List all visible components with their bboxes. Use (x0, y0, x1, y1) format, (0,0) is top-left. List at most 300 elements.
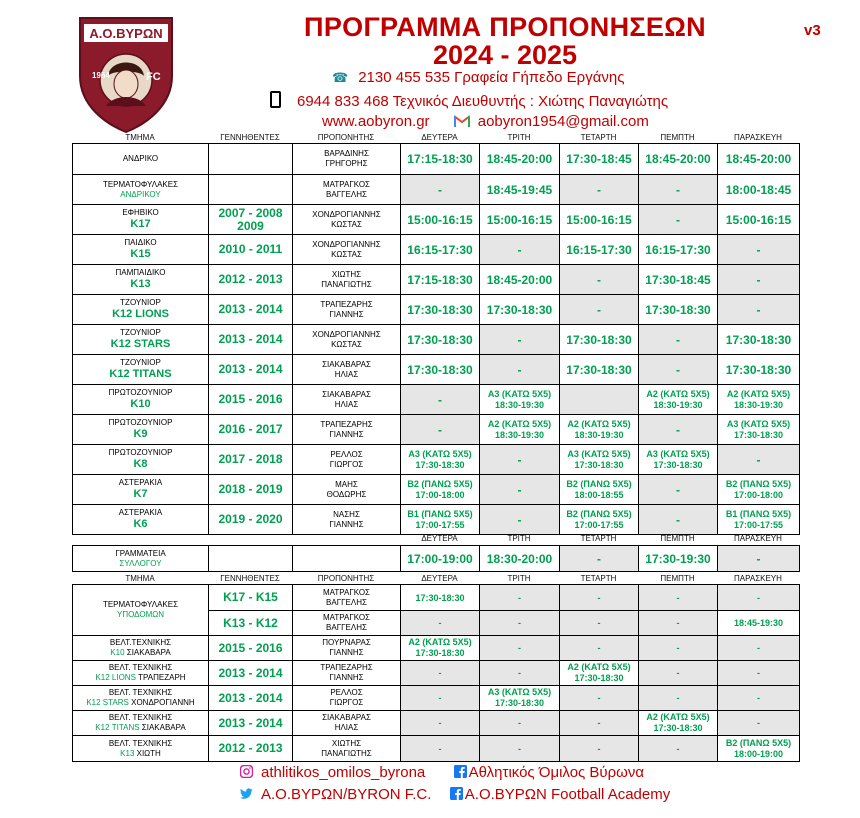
birth-years: 2015 - 2016 (209, 636, 293, 661)
schedule-slot: - (639, 475, 718, 505)
schedule-slot: 17:15-18:30 (401, 144, 480, 175)
table-row (73, 355, 800, 385)
logo-year: 1954 (92, 71, 110, 80)
team-subgroup: Κ17 (130, 218, 151, 230)
facebook-page-1[interactable]: Αθλητικός Όμιλος Βύρωνα (468, 764, 645, 781)
coach-cell (293, 585, 401, 611)
column-header: ΤΡΙΤΗ (507, 574, 531, 583)
coach-surname: ΜΑΤΡΑΓΚΟΣ (322, 613, 371, 622)
table-row (73, 711, 800, 736)
coach-surname: ΧΙΩΤΗΣ (331, 738, 362, 748)
slot-group-label: Α2 (ΚΑΤΩ 5Χ5) (646, 712, 710, 722)
coach-cell (293, 686, 401, 711)
schedule-slot: - (480, 661, 560, 686)
schedule-slot: - (560, 295, 639, 325)
email-link[interactable]: aobyron1954@gmail.com (477, 113, 649, 130)
schedule-slot: - (560, 711, 639, 736)
schedule-slot: - (480, 355, 560, 385)
team-name: ΠΑΜΠΑΙΔΙΚΟ (115, 268, 166, 277)
coach-cell (293, 475, 401, 505)
schedule-slot (401, 475, 480, 505)
schedule-slot: - (639, 585, 718, 611)
schedule-slot: - (480, 611, 560, 636)
slot-group-label: Β2 (ΠΑΝΩ 5Χ5) (725, 737, 792, 748)
schedule-slot: 15:00-16:15 (480, 205, 560, 235)
schedule-slot (718, 505, 800, 535)
team-name: ΤΖΟΥΝΙΟΡ (120, 358, 161, 367)
slot-time: 17:00-17:55 (733, 519, 784, 530)
slot-time: 17:30-18:30 (415, 648, 465, 658)
twitter-icon (240, 787, 253, 800)
schedule-slot: - (480, 445, 560, 475)
table-row (73, 661, 800, 686)
schedule-slot: - (639, 505, 718, 535)
slot-time: 17:00-17:55 (574, 519, 624, 530)
slot-time: 17:30-18:30 (415, 459, 465, 470)
birth-years: 2017 - 2018 (209, 445, 293, 475)
team-cell (73, 235, 209, 265)
schedule-slot: - (639, 205, 718, 235)
schedule-slot: - (560, 636, 639, 661)
team-coach-tag: ΤΡΑΠΕΖΑΡΗ (138, 673, 186, 682)
team-subgroup: Κ12 LIONS (112, 308, 169, 320)
coach-surname: ΧΙΩΤΗΣ (331, 269, 362, 279)
slot-group-label: Α2 (ΚΑΤΩ 5Χ5) (567, 418, 631, 429)
birth-years-line: 2009 (237, 218, 264, 233)
team-subgroup-line (73, 673, 208, 683)
coach-surname: ΧΟΝΔΡΟΓΙΑΝΝΗΣ (312, 209, 381, 219)
coach-cell (293, 355, 401, 385)
slot-time: 18:30-19:30 (653, 399, 703, 410)
column-header: ΤΕΤΑΡΤΗ (580, 534, 617, 543)
instagram-icon (240, 765, 253, 778)
slot-time: 17:30-18:30 (733, 429, 784, 440)
club-logo (76, 14, 176, 134)
schedule-slot: - (718, 636, 800, 661)
schedule-slot (560, 415, 639, 445)
logo-fc: FC (146, 71, 161, 83)
team-coach-tag: ΣΙΑΚΑΒΑΡΑ (141, 723, 186, 732)
birth-years: Κ13 - Κ12 (209, 611, 293, 636)
schedule-slot: - (560, 585, 639, 611)
coach-firstname: ΓΡΗΓΟΡΗΣ (325, 159, 368, 168)
schedule-slot (639, 445, 718, 475)
coach-surname: ΤΡΑΠΕΖΑΡΗΣ (320, 663, 373, 672)
coach-surname: ΣΙΑΚΑΒΑΡΑΣ (322, 359, 371, 369)
coach-surname: ΝΑΣΗΣ (333, 509, 360, 519)
table-row (73, 385, 800, 415)
coach-cell (293, 546, 401, 572)
schedule-slot: - (639, 636, 718, 661)
slot-time: 18:00-19:00 (733, 748, 784, 759)
column-header: ΠΕΜΠΤΗ (660, 133, 695, 142)
contact-mobile: 6944 833 468 Τεχνικός Διευθυντής : Χιώτης Παναγιώτης (297, 93, 669, 110)
slot-group-label: Α2 (ΚΑΤΩ 5Χ5) (646, 388, 710, 399)
schedule-slot (401, 505, 480, 535)
schedule-slot: 17:30-18:30 (401, 325, 480, 355)
table-row (73, 415, 800, 445)
team-subgroup: Κ6 (133, 518, 148, 530)
column-header: ΠΑΡΑΣΚΕΥΗ (734, 534, 782, 543)
team-name: ΠΡΩΤΟΖΟΥΝΙΟΡ (108, 448, 173, 457)
team-cell (73, 636, 209, 661)
birth-years (209, 144, 293, 175)
coach-cell (293, 711, 401, 736)
birth-years: 2010 - 2011 (209, 235, 293, 265)
coach-surname: ΜΑΤΡΑΓΚΟΣ (322, 587, 371, 597)
slot-group-label: Α3 (ΚΑΤΩ 5Χ5) (567, 448, 631, 459)
schedule-slot: 15:00-16:15 (718, 205, 800, 235)
team-cell (73, 385, 209, 415)
team-subgroup: Κ12 TITANS (109, 368, 172, 380)
slot-group-label: Β2 (ΠΑΝΩ 5Χ5) (725, 478, 792, 489)
column-header: ΓΕΝΝΗΘΕΝΤΕΣ (220, 574, 280, 583)
technical-schedule-table (72, 584, 800, 762)
version-label: v3 (804, 22, 821, 39)
coach-firstname: ΗΛΙΑΣ (334, 399, 359, 409)
schedule-slot: - (401, 611, 480, 636)
schedule-slot (560, 385, 639, 415)
schedule-slot: 17:30-18:45 (560, 144, 639, 175)
schedule-slot (560, 475, 639, 505)
schedule-slot: - (639, 661, 718, 686)
coach-firstname: ΚΩΣΤΑΣ (331, 249, 362, 259)
team-subgroup: Κ13 (120, 748, 135, 758)
coach-firstname: ΒΑΓΓΕΛΗΣ (326, 189, 367, 199)
birth-years: Κ17 - Κ15 (209, 585, 293, 611)
team-name: ΑΣΤΕΡΑΚΙΑ (118, 508, 163, 517)
slot-time: 18:30-19:30 (494, 399, 545, 410)
schedule-slot (639, 711, 718, 736)
team-subgroup: Κ12 STARS (110, 338, 171, 350)
schedule-slot: 17:30-18:30 (560, 325, 639, 355)
slot-group-label: Β1 (ΠΑΝΩ 5Χ5) (407, 508, 473, 519)
facebook-page-2[interactable]: Α.Ο.ΒΥΡΩΝ Football Academy (464, 786, 671, 803)
team-cell (73, 295, 209, 325)
birth-years: 2013 - 2014 (209, 661, 293, 686)
contact-phone-row (332, 69, 624, 86)
schedule-slot: - (560, 736, 639, 762)
birth-years: 2018 - 2019 (209, 475, 293, 505)
slot-time: 17:30-18:30 (653, 459, 703, 470)
coach-firstname: ΘΟΔΩΡΗΣ (326, 489, 367, 499)
schedule-slot: - (639, 686, 718, 711)
schedule-slot: 18:45-20:00 (639, 144, 718, 175)
schedule-slot: - (401, 711, 480, 736)
birth-years: 2012 - 2013 (209, 736, 293, 762)
table-row (73, 295, 800, 325)
schedule-slot (718, 385, 800, 415)
schedule-slot: - (401, 385, 480, 415)
schedule-slot: 17:30-19:30 (639, 546, 718, 572)
schedule-slot: - (718, 661, 800, 686)
slot-group-label: Α2 (ΚΑΤΩ 5Χ5) (408, 637, 472, 647)
schedule-slot: - (639, 325, 718, 355)
team-subgroup: ΣΥΛΛΟΓΟΥ (119, 558, 162, 568)
coach-surname: ΡΕΛΛΟΣ (330, 449, 363, 459)
coach-surname: ΣΙΑΚΑΒΑΡΑΣ (322, 389, 371, 399)
coach-surname: ΡΕΛΛΟΣ (330, 688, 363, 697)
birth-years: 2013 - 2014 (209, 711, 293, 736)
schedule-slot: 17:30-18:30 (718, 325, 800, 355)
coach-surname: ΠΟΥΡΝΑΡΑΣ (322, 638, 371, 647)
schedule-slot: - (639, 736, 718, 762)
main-schedule-table (72, 143, 800, 535)
table-row (73, 445, 800, 475)
website-link[interactable]: www.aobyron.gr (322, 113, 430, 130)
birth-years: 2013 - 2014 (209, 355, 293, 385)
schedule-slot: - (401, 415, 480, 445)
slot-time: 17:30-18:30 (574, 459, 624, 470)
birth-years: 2016 - 2017 (209, 415, 293, 445)
schedule-slot: 17:30-18:30 (401, 295, 480, 325)
column-header: ΠΑΡΑΣΚΕΥΗ (734, 133, 782, 142)
coach-firstname: ΓΙΑΝΝΗΣ (329, 429, 364, 439)
contact-mobile-row (270, 91, 668, 110)
column-header: ΠΡΟΠΟΝΗΤΗΣ (317, 574, 375, 583)
mobile-phone-icon (270, 91, 281, 108)
team-subgroup: Κ8 (133, 458, 148, 470)
schedule-slot: - (560, 686, 639, 711)
schedule-slot: 17:30-18:30 (401, 355, 480, 385)
slot-group-label: Α3 (ΚΑΤΩ 5Χ5) (408, 448, 472, 459)
schedule-slot: 16:15-17:30 (401, 235, 480, 265)
schedule-slot (718, 415, 800, 445)
team-name: ΤΕΡΜΑΤΟΦΥΛΑΚΕΣ (102, 600, 179, 609)
schedule-slot (560, 445, 639, 475)
coach-cell (293, 445, 401, 475)
schedule-slot (560, 661, 639, 686)
coach-firstname: ΗΛΙΑΣ (334, 369, 359, 379)
team-cell (73, 585, 209, 636)
slot-group-label: Β2 (ΠΑΝΩ 5Χ5) (566, 478, 632, 489)
team-cell (73, 415, 209, 445)
team-subgroup: Κ12 STARS (86, 698, 129, 707)
schedule-slot: - (560, 265, 639, 295)
slot-time: 17:00-18:00 (415, 489, 465, 500)
table-row (73, 585, 800, 611)
table-row (73, 265, 800, 295)
contact-web-row (322, 113, 649, 130)
coach-surname: ΣΙΑΚΑΒΑΡΑΣ (322, 713, 371, 722)
schedule-slot: 18:45-20:00 (480, 144, 560, 175)
team-subgroup: Κ10 (130, 398, 151, 410)
schedule-slot: - (639, 175, 718, 205)
column-header: ΤΡΙΤΗ (507, 534, 531, 543)
team-name: ΤΖΟΥΝΙΟΡ (120, 328, 161, 337)
schedule-slot: 18:30-20:00 (480, 546, 560, 572)
team-cell (73, 711, 209, 736)
table-row (73, 736, 800, 762)
team-subgroup: Κ12 LIONS (95, 673, 136, 682)
slot-time: 18:30-19:30 (574, 429, 624, 440)
schedule-slot: 18:45-19:30 (718, 611, 800, 636)
schedule-slot: - (718, 235, 800, 265)
team-subgroup: Κ13 (130, 278, 151, 290)
team-subgroup: Κ10 (110, 648, 125, 657)
slot-group-label: Β2 (ΠΑΝΩ 5Χ5) (566, 508, 632, 519)
coach-surname: ΜΑΗΣ (335, 479, 358, 489)
phone-icon: ☎ (332, 70, 349, 85)
schedule-slot: 17:30-18:30 (560, 355, 639, 385)
coach-firstname: ΚΩΣΤΑΣ (331, 339, 362, 349)
team-name: ΕΦΗΒΙΚΟ (122, 208, 159, 217)
schedule-slot: - (718, 686, 800, 711)
birth-years (209, 546, 293, 572)
schedule-slot (718, 475, 800, 505)
coach-surname: ΒΑΡΑΔΙΝΗΣ (324, 149, 369, 158)
table-row (73, 144, 800, 175)
coach-cell (293, 736, 401, 762)
table-row (73, 686, 800, 711)
schedule-slot: - (718, 265, 800, 295)
footer-row-1 (240, 764, 644, 781)
birth-years: 2013 - 2014 (209, 295, 293, 325)
schedule-slot: 17:30-18:30 (639, 295, 718, 325)
schedule-slot (401, 445, 480, 475)
coach-cell (293, 325, 401, 355)
coach-cell (293, 505, 401, 535)
coach-firstname: ΒΑΓΓΕΛΗΣ (326, 597, 367, 607)
team-subgroup: Κ9 (133, 428, 148, 440)
coach-firstname: ΓΙΩΡΓΟΣ (329, 698, 364, 707)
footer-row-2 (240, 786, 670, 803)
team-subgroup-line (73, 749, 208, 759)
schedule-slot: - (560, 546, 639, 572)
instagram-handle[interactable]: athlitikos_omilos_byrona (261, 764, 426, 781)
table-row (73, 325, 800, 355)
coach-surname: ΤΡΑΠΕΖΑΡΗΣ (320, 419, 373, 429)
schedule-slot: - (560, 611, 639, 636)
schedule-slot: - (718, 711, 800, 736)
contact-phone: 2130 455 535 Γραφεία Γήπεδο Εργάνης (358, 69, 625, 86)
schedule-slot: - (480, 325, 560, 355)
slot-time: 17:30-18:30 (494, 698, 545, 708)
column-header: ΠΕΜΠΤΗ (660, 534, 695, 543)
coach-cell (293, 661, 401, 686)
schedule-slot: 15:00-16:15 (401, 205, 480, 235)
birth-years: 2013 - 2014 (209, 325, 293, 355)
schedule-slot: 17:00-19:00 (401, 546, 480, 572)
birth-years (209, 205, 293, 235)
schedule-slot: - (480, 505, 560, 535)
schedule-slot: 17:30-18:45 (639, 265, 718, 295)
slot-time: 18:30-19:30 (733, 399, 784, 410)
team-name: ΤΖΟΥΝΙΟΡ (120, 298, 161, 307)
schedule-slot: - (480, 736, 560, 762)
coach-firstname: ΒΑΓΓΕΛΗΣ (326, 623, 367, 632)
coach-firstname: ΓΙΩΡΓΟΣ (329, 459, 364, 469)
team-subgroup: ΥΠΟΔΟΜΩΝ (117, 610, 164, 619)
schedule-slot: - (401, 661, 480, 686)
schedule-slot: 17:30-18:30 (480, 295, 560, 325)
coach-firstname: ΗΛΙΑΣ (334, 723, 359, 732)
schedule-slot (480, 385, 560, 415)
slot-time: 18:00-18:55 (574, 489, 624, 500)
schedule-slot: - (718, 295, 800, 325)
slot-group-label: Α2 (ΚΑΤΩ 5Χ5) (487, 418, 552, 429)
schedule-slot (480, 686, 560, 711)
team-name: ΒΕΛΤ.ΤΕΧΝΙΚΗΣ (109, 638, 172, 647)
schedule-slot: - (480, 585, 560, 611)
team-cell (73, 736, 209, 762)
schedule-slot: - (639, 611, 718, 636)
team-name: ΑΣΤΕΡΑΚΙΑ (118, 478, 163, 487)
coach-cell (293, 144, 401, 175)
facebook-academy-icon (450, 787, 463, 800)
table-row (73, 546, 800, 572)
schedule-slot: - (401, 686, 480, 711)
column-header: ΓΕΝΝΗΘΕΝΤΕΣ (220, 133, 280, 142)
coach-cell (293, 636, 401, 661)
coach-firstname: ΓΙΑΝΝΗΣ (329, 648, 364, 657)
team-cell (73, 325, 209, 355)
team-coach-tag: ΧΟΝΔΡΟΓΙΑΝΝΗ (131, 698, 195, 707)
schedule-slot: - (480, 711, 560, 736)
team-cell (73, 505, 209, 535)
slot-time: 18:30-19:30 (494, 429, 545, 440)
secretariat-table (72, 545, 800, 572)
column-header: ΠΑΡΑΣΚΕΥΗ (734, 574, 782, 583)
schedule-slot: - (560, 175, 639, 205)
schedule-slot (718, 736, 800, 762)
logo-name: Α.Ο.ΒΥΡΩΝ (89, 26, 163, 41)
birth-years: 2015 - 2016 (209, 385, 293, 415)
title-line-2: 2024 - 2025 (432, 40, 578, 70)
team-cell (73, 265, 209, 295)
schedule-slot: 16:15-17:30 (560, 235, 639, 265)
coach-surname: ΧΟΝΔΡΟΓΙΑΝΝΗΣ (312, 329, 381, 339)
column-header: ΤΕΤΑΡΤΗ (580, 133, 617, 142)
team-cell (73, 355, 209, 385)
slot-time: 17:00-17:55 (415, 519, 465, 530)
twitter-handle[interactable]: Α.Ο.ΒΥΡΩΝ/BYRON F.C. (261, 786, 432, 803)
schedule-slot: 18:45-20:00 (480, 265, 560, 295)
coach-firstname: ΓΙΑΝΝΗΣ (329, 309, 364, 319)
column-header: ΠΡΟΠΟΝΗΤΗΣ (317, 133, 375, 142)
coach-firstname: ΓΙΑΝΝΗΣ (329, 519, 364, 529)
team-name: ΑΝΔΡΙΚΟ (122, 154, 159, 163)
coach-cell (293, 235, 401, 265)
schedule-slot: 17:30-18:30 (718, 355, 800, 385)
birth-years: 2019 - 2020 (209, 505, 293, 535)
birth-years-line: 2007 - 2008 (218, 205, 283, 220)
column-header: ΔΕΥΤΕΡΑ (421, 133, 458, 142)
schedule-slot (401, 636, 480, 661)
table-row (73, 475, 800, 505)
team-cell (73, 205, 209, 235)
schedule-slot: 17:30-18:30 (401, 585, 480, 611)
schedule-slot: - (480, 475, 560, 505)
table-row (73, 175, 800, 205)
slot-group-label: Α2 (ΚΑΤΩ 5Χ5) (726, 388, 791, 399)
team-subgroup-line (73, 648, 208, 658)
slot-time: 17:30-18:30 (574, 673, 624, 683)
team-cell (73, 546, 209, 572)
coach-firstname: ΓΙΑΝΝΗΣ (329, 673, 364, 682)
team-cell (73, 445, 209, 475)
column-header: ΔΕΥΤΕΡΑ (421, 574, 458, 583)
team-name: ΠΡΩΤΟΖΟΥΝΙΟΡ (108, 418, 173, 427)
coach-cell (293, 175, 401, 205)
slot-group-label: Β2 (ΠΑΝΩ 5Χ5) (407, 478, 473, 489)
team-name: ΒΕΛΤ. ΤΕΧΝΙΚΗΣ (108, 663, 173, 672)
schedule-slot: - (639, 415, 718, 445)
schedule-slot: - (718, 585, 800, 611)
column-header: ΔΕΥΤΕΡΑ (421, 534, 458, 543)
team-coach-tag: ΧΙΩΤΗ (136, 748, 161, 758)
slot-time: 17:00-18:00 (733, 489, 784, 500)
